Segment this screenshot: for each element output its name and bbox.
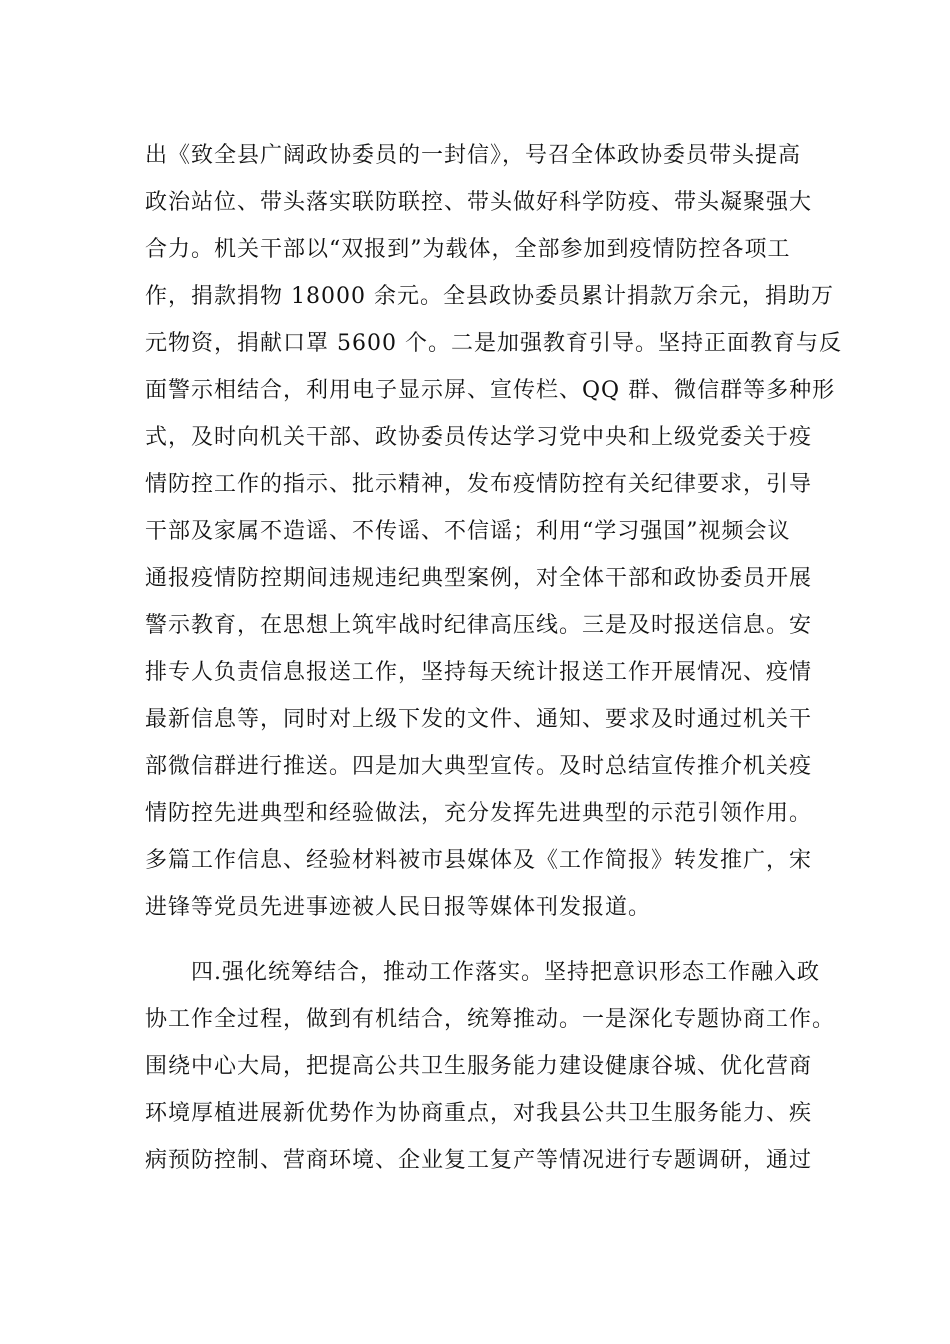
text-line: 出《致全县广阔政协委员的一封信》，号召全体政协委员带头提高 — [145, 143, 802, 168]
text-line: 进锋等党员先进事迹被人民日报等媒体刊发报道。 — [145, 895, 652, 920]
text-line: 通报疫情防控期间违规违纪典型案例，对全体干部和政协委员开展 — [145, 566, 813, 591]
text-line: 排专人负责信息报送工作，坚持每天统计报送工作开展情况、疫情 — [145, 660, 813, 685]
paragraph-gap — [145, 931, 815, 949]
text-line: 部微信群进行推送。四是加大典型宣传。及时总结宣传推介机关疫 — [145, 754, 813, 779]
text-line: 作，捐款捐物 18000 余元。全县政协委员累计捐款万余元，捐助万 — [145, 284, 834, 309]
text-line: 四.强化统筹结合，推动工作落实。坚持把意识形态工作融入政 — [145, 960, 820, 985]
text-line: 情防控先进典型和经验做法，充分发挥先进典型的示范引领作用。 — [145, 801, 813, 826]
text-line: 最新信息等，同时对上级下发的文件、通知、要求及时通过机关干 — [145, 707, 813, 732]
text-line: 环境厚植进展新优势作为协商重点，对我县公共卫生服务能力、疾 — [145, 1101, 813, 1126]
text-line: 式，及时向机关干部、政协委员传达学习党中央和上级党委关于疫 — [145, 425, 813, 450]
body-text — [145, 132, 842, 1184]
text-line: 情防控工作的指示、批示精神，发布疫情防控有关纪律要求，引导 — [145, 472, 813, 497]
text-line: 协工作全过程，做到有机结合，统筹推动。一是深化专题协商工作。 — [145, 1007, 836, 1032]
text-line: 警示教育，在思想上筑牢战时纪律高压线。三是及时报送信息。安 — [145, 613, 813, 638]
text-line: 面警示相结合，利用电子显示屏、宣传栏、QQ 群、微信群等多种形 — [145, 378, 836, 403]
text-line: 元物资，捐献口罩 5600 个。二是加强教育引导。坚持正面教育与反 — [145, 331, 842, 356]
text-line: 干部及家属不造谣、不传谣、不信谣；利用“学习强国”视频会议 — [145, 519, 791, 544]
text-line: 合力。机关干部以“双报到”为载体，全部参加到疫情防控各项工 — [145, 237, 791, 262]
text-line: 多篇工作信息、经验材料被市县媒体及《工作简报》转发推广，宋 — [145, 848, 813, 873]
text-line: 围绕中心大局，把提高公共卫生服务能力建设健康谷城、优化营商 — [145, 1054, 813, 1079]
text-line: 政治站位、带头落实联防联控、带头做好科学防疫、带头凝聚强大 — [145, 190, 813, 215]
text-line: 病预防控制、营商环境、企业复工复产等情况进行专题调研，通过 — [145, 1148, 813, 1173]
